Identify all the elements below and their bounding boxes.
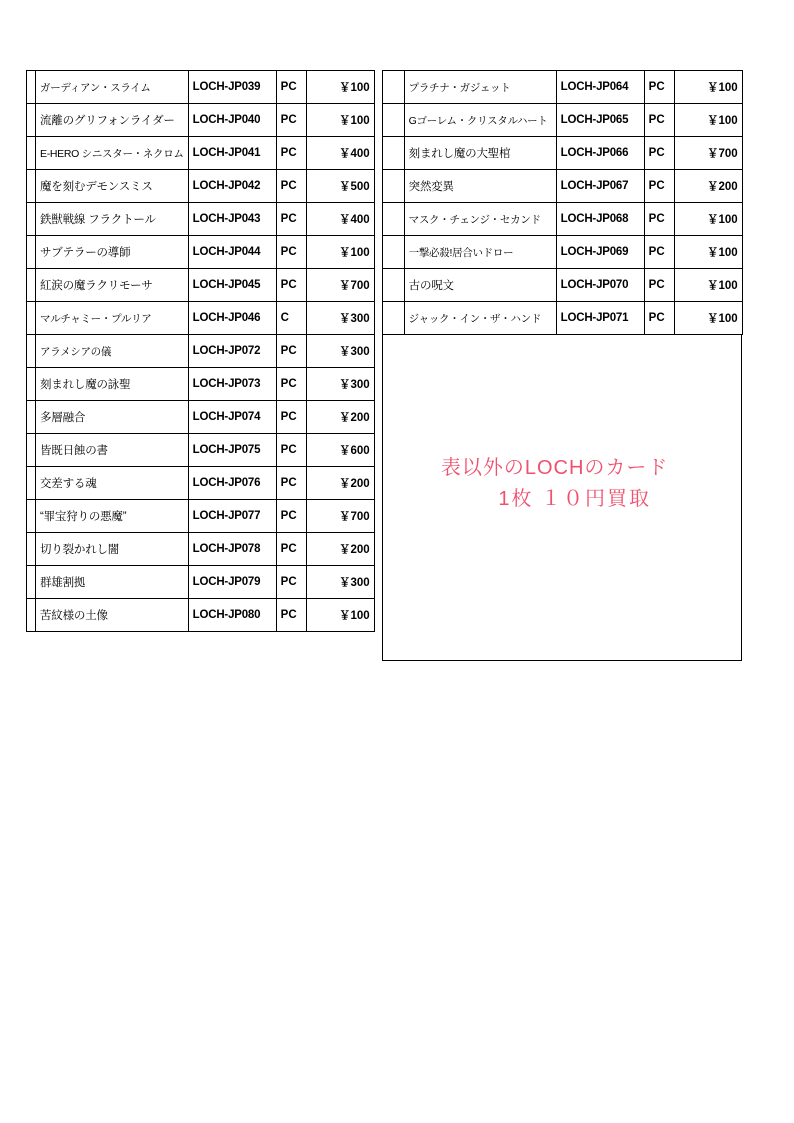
card-name: ガーディアン・スライム: [36, 71, 189, 104]
card-code: LOCH-JP078: [188, 533, 276, 566]
table-row: [382, 137, 742, 170]
card-type: PC: [276, 203, 306, 236]
card-name: 一撃必殺!居合いドロー: [404, 236, 556, 269]
card-name: マスク・チェンジ・セカンド: [404, 203, 556, 236]
card-type: C: [276, 302, 306, 335]
card-code: LOCH-JP080: [188, 599, 276, 632]
card-code: LOCH-JP065: [556, 104, 644, 137]
row-spacer: [382, 104, 404, 137]
row-spacer: [27, 434, 36, 467]
row-spacer: [27, 170, 36, 203]
card-code: LOCH-JP076: [188, 467, 276, 500]
table-row: [27, 500, 375, 533]
card-type: PC: [644, 203, 674, 236]
card-price: ￥300: [306, 566, 374, 599]
card-type: PC: [644, 269, 674, 302]
card-code: LOCH-JP074: [188, 401, 276, 434]
card-price: ￥400: [306, 137, 374, 170]
card-code: LOCH-JP045: [188, 269, 276, 302]
table-row: [382, 203, 742, 236]
card-name: 突然変異: [404, 170, 556, 203]
card-name: “罪宝狩りの悪魔”: [36, 500, 189, 533]
card-price: ￥100: [306, 599, 374, 632]
card-type: PC: [276, 368, 306, 401]
card-code: LOCH-JP044: [188, 236, 276, 269]
card-type: PC: [276, 137, 306, 170]
table-row: [27, 71, 375, 104]
row-spacer: [27, 236, 36, 269]
row-spacer: [382, 236, 404, 269]
card-type: PC: [276, 170, 306, 203]
card-type: PC: [276, 599, 306, 632]
row-spacer: [382, 71, 404, 104]
card-code: LOCH-JP040: [188, 104, 276, 137]
right-table-body: [382, 71, 742, 335]
table-row: [27, 533, 375, 566]
row-spacer: [27, 71, 36, 104]
card-code: LOCH-JP069: [556, 236, 644, 269]
card-code: LOCH-JP046: [188, 302, 276, 335]
card-name: 刻まれし魔の大聖棺: [404, 137, 556, 170]
note-box: [382, 335, 742, 661]
card-type: PC: [276, 236, 306, 269]
row-spacer: [382, 137, 404, 170]
card-price: ￥200: [306, 533, 374, 566]
table-row: [27, 368, 375, 401]
card-name: 紅涙の魔ラクリモーサ: [36, 269, 189, 302]
row-spacer: [27, 533, 36, 566]
card-code: LOCH-JP041: [188, 137, 276, 170]
table-row: [27, 401, 375, 434]
table-row: [27, 269, 375, 302]
card-code: LOCH-JP079: [188, 566, 276, 599]
card-price: ￥200: [674, 170, 742, 203]
card-name: アラメシアの儀: [36, 335, 189, 368]
card-price: ￥100: [674, 203, 742, 236]
card-name: 群雄割拠: [36, 566, 189, 599]
table-row: [27, 434, 375, 467]
table-row: [27, 599, 375, 632]
card-code: LOCH-JP066: [556, 137, 644, 170]
card-price: ￥300: [306, 368, 374, 401]
card-type: PC: [644, 236, 674, 269]
card-name: Gゴーレム・クリスタルハート: [404, 104, 556, 137]
card-price: ￥100: [674, 236, 742, 269]
table-row: [27, 104, 375, 137]
card-price: ￥100: [306, 104, 374, 137]
card-name: 魔を刻むデモンスミス: [36, 170, 189, 203]
card-code: LOCH-JP077: [188, 500, 276, 533]
row-spacer: [382, 170, 404, 203]
card-name: サブテラーの導師: [36, 236, 189, 269]
card-name: プラチナ・ガジェット: [404, 71, 556, 104]
row-spacer: [27, 269, 36, 302]
row-spacer: [27, 500, 36, 533]
card-type: PC: [276, 401, 306, 434]
row-spacer: [27, 401, 36, 434]
card-name: 鉄獣戦線 フラクトール: [36, 203, 189, 236]
card-name: 古の呪文: [404, 269, 556, 302]
card-price: ￥100: [306, 71, 374, 104]
right-column: [382, 70, 743, 661]
card-name: 苦紋様の土像: [36, 599, 189, 632]
card-code: LOCH-JP064: [556, 71, 644, 104]
card-name: 交差する魂: [36, 467, 189, 500]
card-type: PC: [276, 533, 306, 566]
table-row: [382, 71, 742, 104]
row-spacer: [27, 335, 36, 368]
row-spacer: [27, 137, 36, 170]
row-spacer: [27, 467, 36, 500]
card-price: ￥200: [306, 467, 374, 500]
table-row: [27, 566, 375, 599]
card-type: PC: [644, 137, 674, 170]
table-row: [382, 302, 742, 335]
row-spacer: [382, 203, 404, 236]
card-type: PC: [276, 335, 306, 368]
price-tables-container: [26, 70, 743, 661]
table-row: [27, 335, 375, 368]
left-table-body: [27, 71, 375, 632]
left-price-table: [26, 70, 375, 632]
card-code: LOCH-JP075: [188, 434, 276, 467]
note-text: [383, 453, 727, 515]
card-code: LOCH-JP067: [556, 170, 644, 203]
row-spacer: [27, 566, 36, 599]
row-spacer: [27, 203, 36, 236]
table-row: [27, 203, 375, 236]
card-code: LOCH-JP068: [556, 203, 644, 236]
card-price: ￥500: [306, 170, 374, 203]
card-price: ￥300: [306, 335, 374, 368]
card-price: ￥100: [674, 302, 742, 335]
note-line-1: 表以外のLOCHのカード: [440, 457, 669, 479]
card-type: PC: [276, 269, 306, 302]
row-spacer: [27, 368, 36, 401]
card-type: PC: [276, 71, 306, 104]
card-code: LOCH-JP071: [556, 302, 644, 335]
card-code: LOCH-JP042: [188, 170, 276, 203]
card-price: ￥100: [306, 236, 374, 269]
table-row: [382, 236, 742, 269]
table-row: [27, 467, 375, 500]
card-price: ￥700: [306, 500, 374, 533]
card-name: 皆既日蝕の書: [36, 434, 189, 467]
card-price: ￥400: [306, 203, 374, 236]
table-row: [382, 269, 742, 302]
card-type: PC: [276, 434, 306, 467]
card-type: PC: [644, 170, 674, 203]
note-line-2: 1枚 １０円買取: [498, 488, 651, 510]
card-code: LOCH-JP073: [188, 368, 276, 401]
right-price-table: [382, 70, 743, 335]
card-price: ￥600: [306, 434, 374, 467]
card-price: ￥700: [674, 137, 742, 170]
card-type: PC: [276, 467, 306, 500]
card-price: ￥100: [674, 71, 742, 104]
table-row: [382, 104, 742, 137]
card-price: ￥100: [674, 269, 742, 302]
row-spacer: [382, 302, 404, 335]
card-type: PC: [276, 566, 306, 599]
row-spacer: [27, 302, 36, 335]
card-name: 切り裂かれし闇: [36, 533, 189, 566]
table-row: [27, 236, 375, 269]
table-row: [27, 302, 375, 335]
table-row: [27, 137, 375, 170]
row-spacer: [27, 599, 36, 632]
card-name: 流離のグリフォンライダー: [36, 104, 189, 137]
card-type: PC: [276, 104, 306, 137]
card-price: ￥300: [306, 302, 374, 335]
card-name: マルチャミー・プルリア: [36, 302, 189, 335]
card-name: 刻まれし魔の詠聖: [36, 368, 189, 401]
card-price: ￥200: [306, 401, 374, 434]
card-code: LOCH-JP039: [188, 71, 276, 104]
card-price: ￥700: [306, 269, 374, 302]
card-code: LOCH-JP070: [556, 269, 644, 302]
card-name: E-HERO シニスター・ネクロム: [36, 137, 189, 170]
card-price: ￥100: [674, 104, 742, 137]
row-spacer: [27, 104, 36, 137]
card-name: ジャック・イン・ザ・ハンド: [404, 302, 556, 335]
card-code: LOCH-JP072: [188, 335, 276, 368]
card-type: PC: [644, 302, 674, 335]
table-row: [27, 170, 375, 203]
row-spacer: [382, 269, 404, 302]
table-row: [382, 170, 742, 203]
card-type: PC: [644, 104, 674, 137]
card-type: PC: [644, 71, 674, 104]
card-type: PC: [276, 500, 306, 533]
card-name: 多層融合: [36, 401, 189, 434]
card-code: LOCH-JP043: [188, 203, 276, 236]
